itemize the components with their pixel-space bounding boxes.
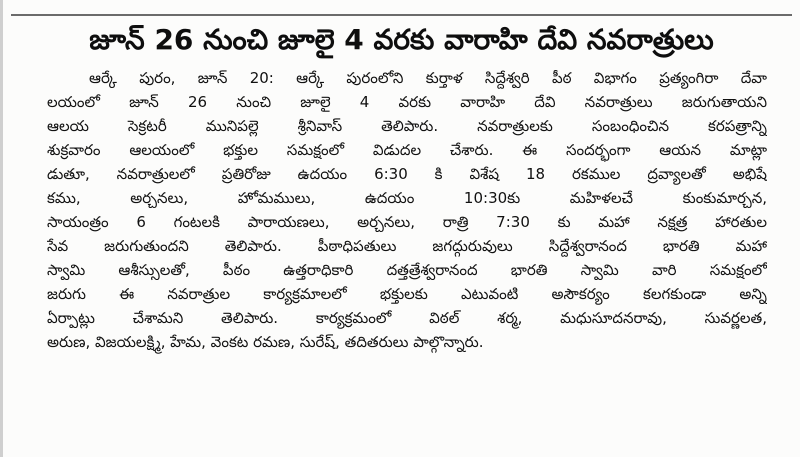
body-line: ఆలయ సెక్రటరీ మునిపల్లె శ్రీనివాస్ తెలిపారు. నవరాత్రులకు సంబంధించిన కరపత్రాన్ని [47,117,767,135]
article-body [47,66,767,450]
body-line: లయంలో జూన్ 26 నుంచి జూలై 4 వరకు వారాహి దేవి నవరాత్రులు జరుగుతాయని [47,93,767,111]
previous-article-fragment [63,0,743,5]
body-line: సాయంత్రం 6 గంటలకి పారాయణలు, అర్చనలు, రాత్రి 7:30 కు మహా నక్షత్ర హారతుల [47,213,767,231]
body-line: స్వామి ఆశీస్సులతో, పీఠం ఉత్తరాధికారి దత్తత్రేశ్వరానంద భారతి స్వామి వారి సమక్షంలో [47,261,767,279]
body-line: కము, అర్చనలు, హోమములు, ఉదయం 10:30కు మహిళలచే కుంకుమార్చన, [47,189,767,207]
body-line: శుక్రవారం ఆలయంలో భక్తుల సమక్షంలో విడుదల చేశారు. ఈ సందర్భంగా ఆయన మాట్లా [47,141,767,159]
body-line: అరుణ, విజయలక్ష్మి, హేమ, వెంకట రమణ, సురేష్, తదితరులు పాల్గొన్నారు. [47,333,484,351]
body-line: జరుగు ఈ నవరాత్రుల కార్యక్రమాలలో భక్తులకు ఎటువంటి అసౌకర్యం కలగకుండా అన్ని [47,285,767,303]
body-line: ఏర్పాట్లు చేశామని తెలిపారు. కార్యక్రమంలో విఠల్ శర్మ, మధుసూదనరావు, సువర్ణలత, [47,309,767,327]
article-headline: జూన్ 26 నుంచి జూలై 4 వరకు వారాహి దేవి నవరాత్రులు [89,23,714,56]
body-line: సేవ జరుగుతుందని తెలిపారు. పీఠాధిపతులు జగద్గురువులు సిద్దేశ్వరానంద భారతి మహా [47,237,767,255]
body-line: డుతూ, నవరాత్రులలో ప్రతిరోజు ఉదయం 6:30 కి విశేష 18 రకముల ద్రవ్యాలతో అభిషే [47,165,767,183]
body-line: ఆర్కే పురం, జూన్ 20: ఆర్కే పురంలోని కుర్తాళ సిద్దేశ్వరి పీఠ విభాగం ప్రత్యంగిరా దేవా [89,69,767,87]
